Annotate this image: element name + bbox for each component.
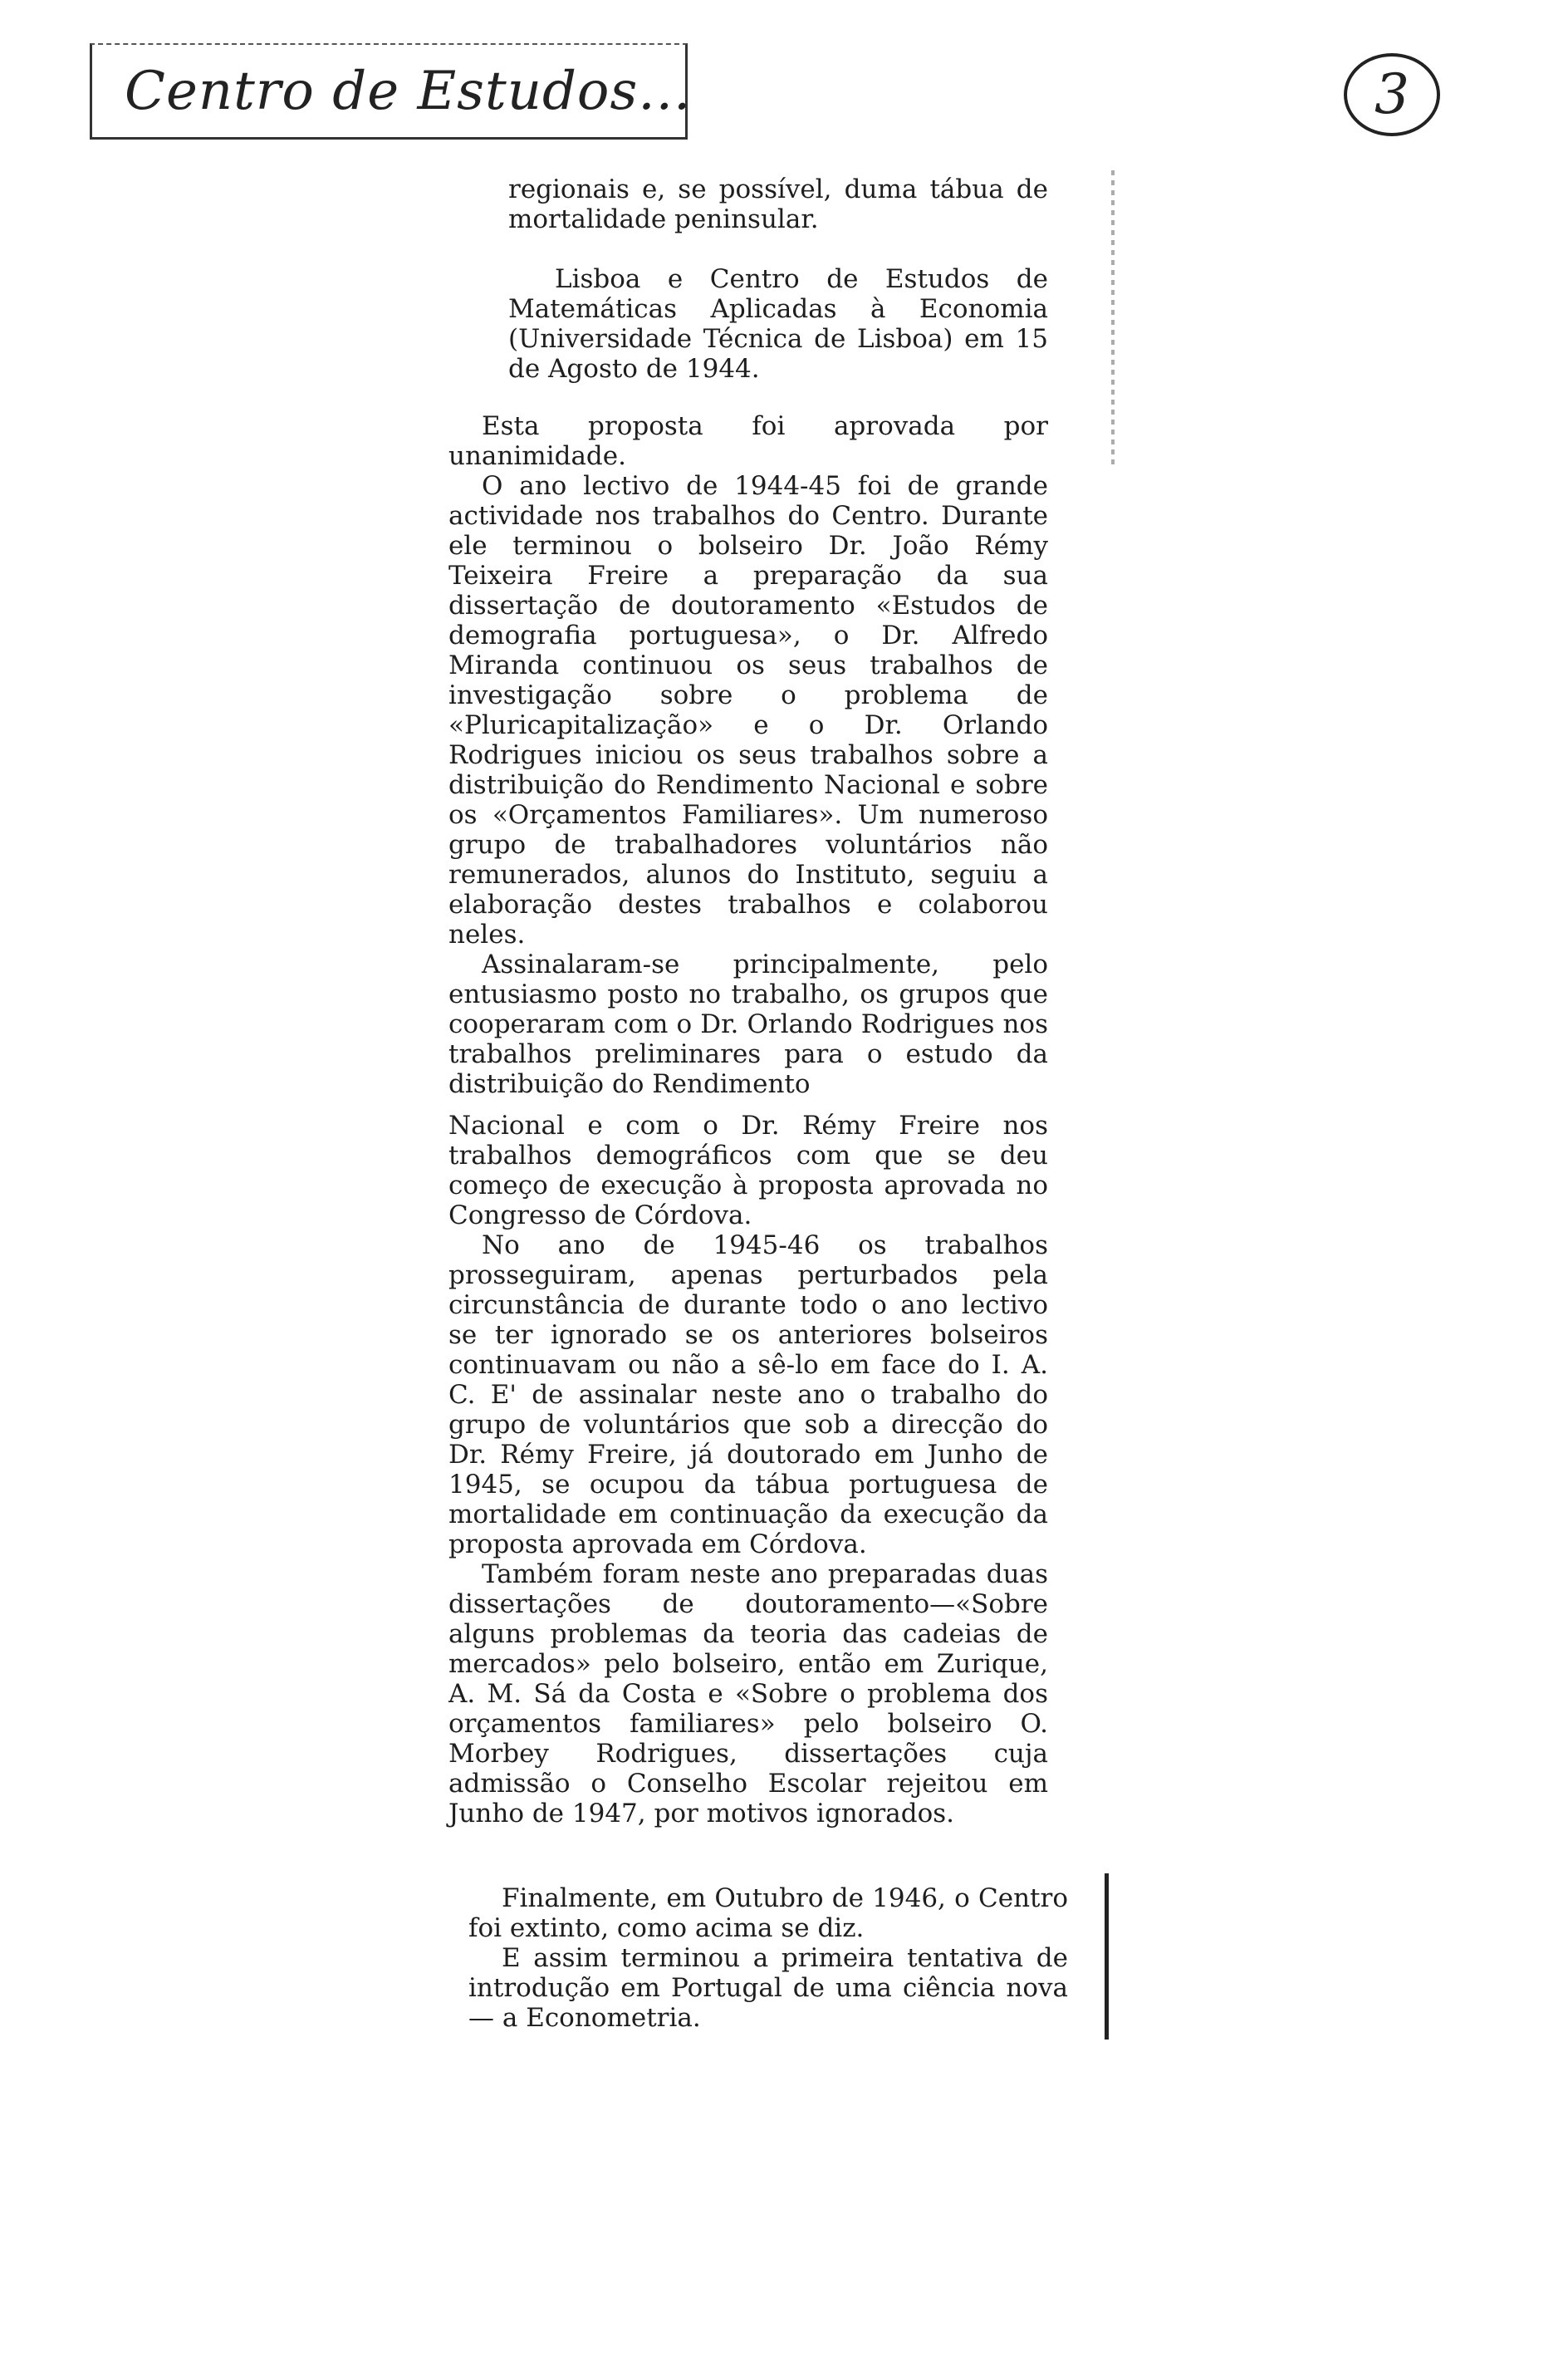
signature-line: Lisboa e Centro de Estudos de Matemáticas Aplicadas à Economia (Universidade Técnica de Lisboa) em 15 de Agosto de 1944.	[508, 264, 1048, 384]
handwritten-title: Centro de Estudos...	[125, 61, 692, 122]
intro-text: regionais e, se possível, duma tábua de mortalidade peninsular.	[508, 174, 1048, 234]
margin-scan-mark	[1111, 170, 1115, 469]
clipping-body-bottom	[468, 1883, 1068, 2033]
clipping-intro	[508, 174, 1048, 384]
clipping-body-middle	[448, 1111, 1048, 1828]
page-number: 3	[1374, 62, 1409, 126]
paragraph: Finalmente, em Outubro de 1946, o Centro foi extinto, como acima se diz.	[468, 1883, 1068, 1943]
paragraph: E assim terminou a primeira tentativa de introdução em Portugal de uma ciência nova — a Econometria.	[468, 1943, 1068, 2033]
paragraph: O ano lectivo de 1944-45 foi de grande actividade nos trabalhos do Centro. Durante ele terminou o bolseiro Dr. João Rémy Teixeira Freire a preparação da sua dissertação de doutoramento «Estudos de demografia portuguesa», o Dr. Alfredo Miranda continuou os seus trabalhos de investigação sobre o problema de «Pluricapitalização» e o Dr. Orlando Rodrigues iniciou os seus trabalhos sobre a distribuição do Rendimento Nacional e sobre os «Orçamentos Familiares». Um numeroso grupo de trabalhadores voluntários não remunerados, alunos do Instituto, seguiu a elaboração destes trabalhos e colaborou neles.	[448, 471, 1048, 950]
paragraph: No ano de 1945-46 os trabalhos prosseguiram, apenas perturbados pela circunstância de durante todo o ano lectivo se ter ignorado se os anteriores bolseiros continuavam ou não a sê-lo em face do I. A. C. E' de assinalar neste ano o trabalho do grupo de voluntários que sob a direcção do Dr. Rémy Freire, já doutorado em Junho de 1945, se ocupou da tábua portuguesa de mortalidade em continuação da execução da proposta aprovada em Córdova.	[448, 1230, 1048, 1559]
clipping-body-top	[448, 411, 1048, 1099]
paragraph: Assinalaram-se principalmente, pelo entusiasmo posto no trabalho, os grupos que cooperaram com o Dr. Orlando Rodrigues nos trabalhos preliminares para o estudo da distribuição do Rendimento	[448, 950, 1048, 1099]
paragraph: Também foram neste ano preparadas duas dissertações de doutoramento—«Sobre alguns problemas da teoria das cadeias de mercados» pelo bolseiro, então em Zurique, A. M. Sá da Costa e «Sobre o problema dos orçamentos familiares» pelo bolseiro O. Morbey Rodrigues, dissertações cuja admissão o Conselho Escolar rejeitou em Junho de 1947, por motivos ignorados.	[448, 1559, 1048, 1828]
margin-bar-mark	[1105, 1873, 1109, 2040]
paragraph: Nacional e com o Dr. Rémy Freire nos trabalhos demográficos com que se deu começo de execução à proposta aprovada no Congresso de Córdova.	[448, 1111, 1048, 1230]
paragraph: Esta proposta foi aprovada por unanimidade.	[448, 411, 1048, 471]
